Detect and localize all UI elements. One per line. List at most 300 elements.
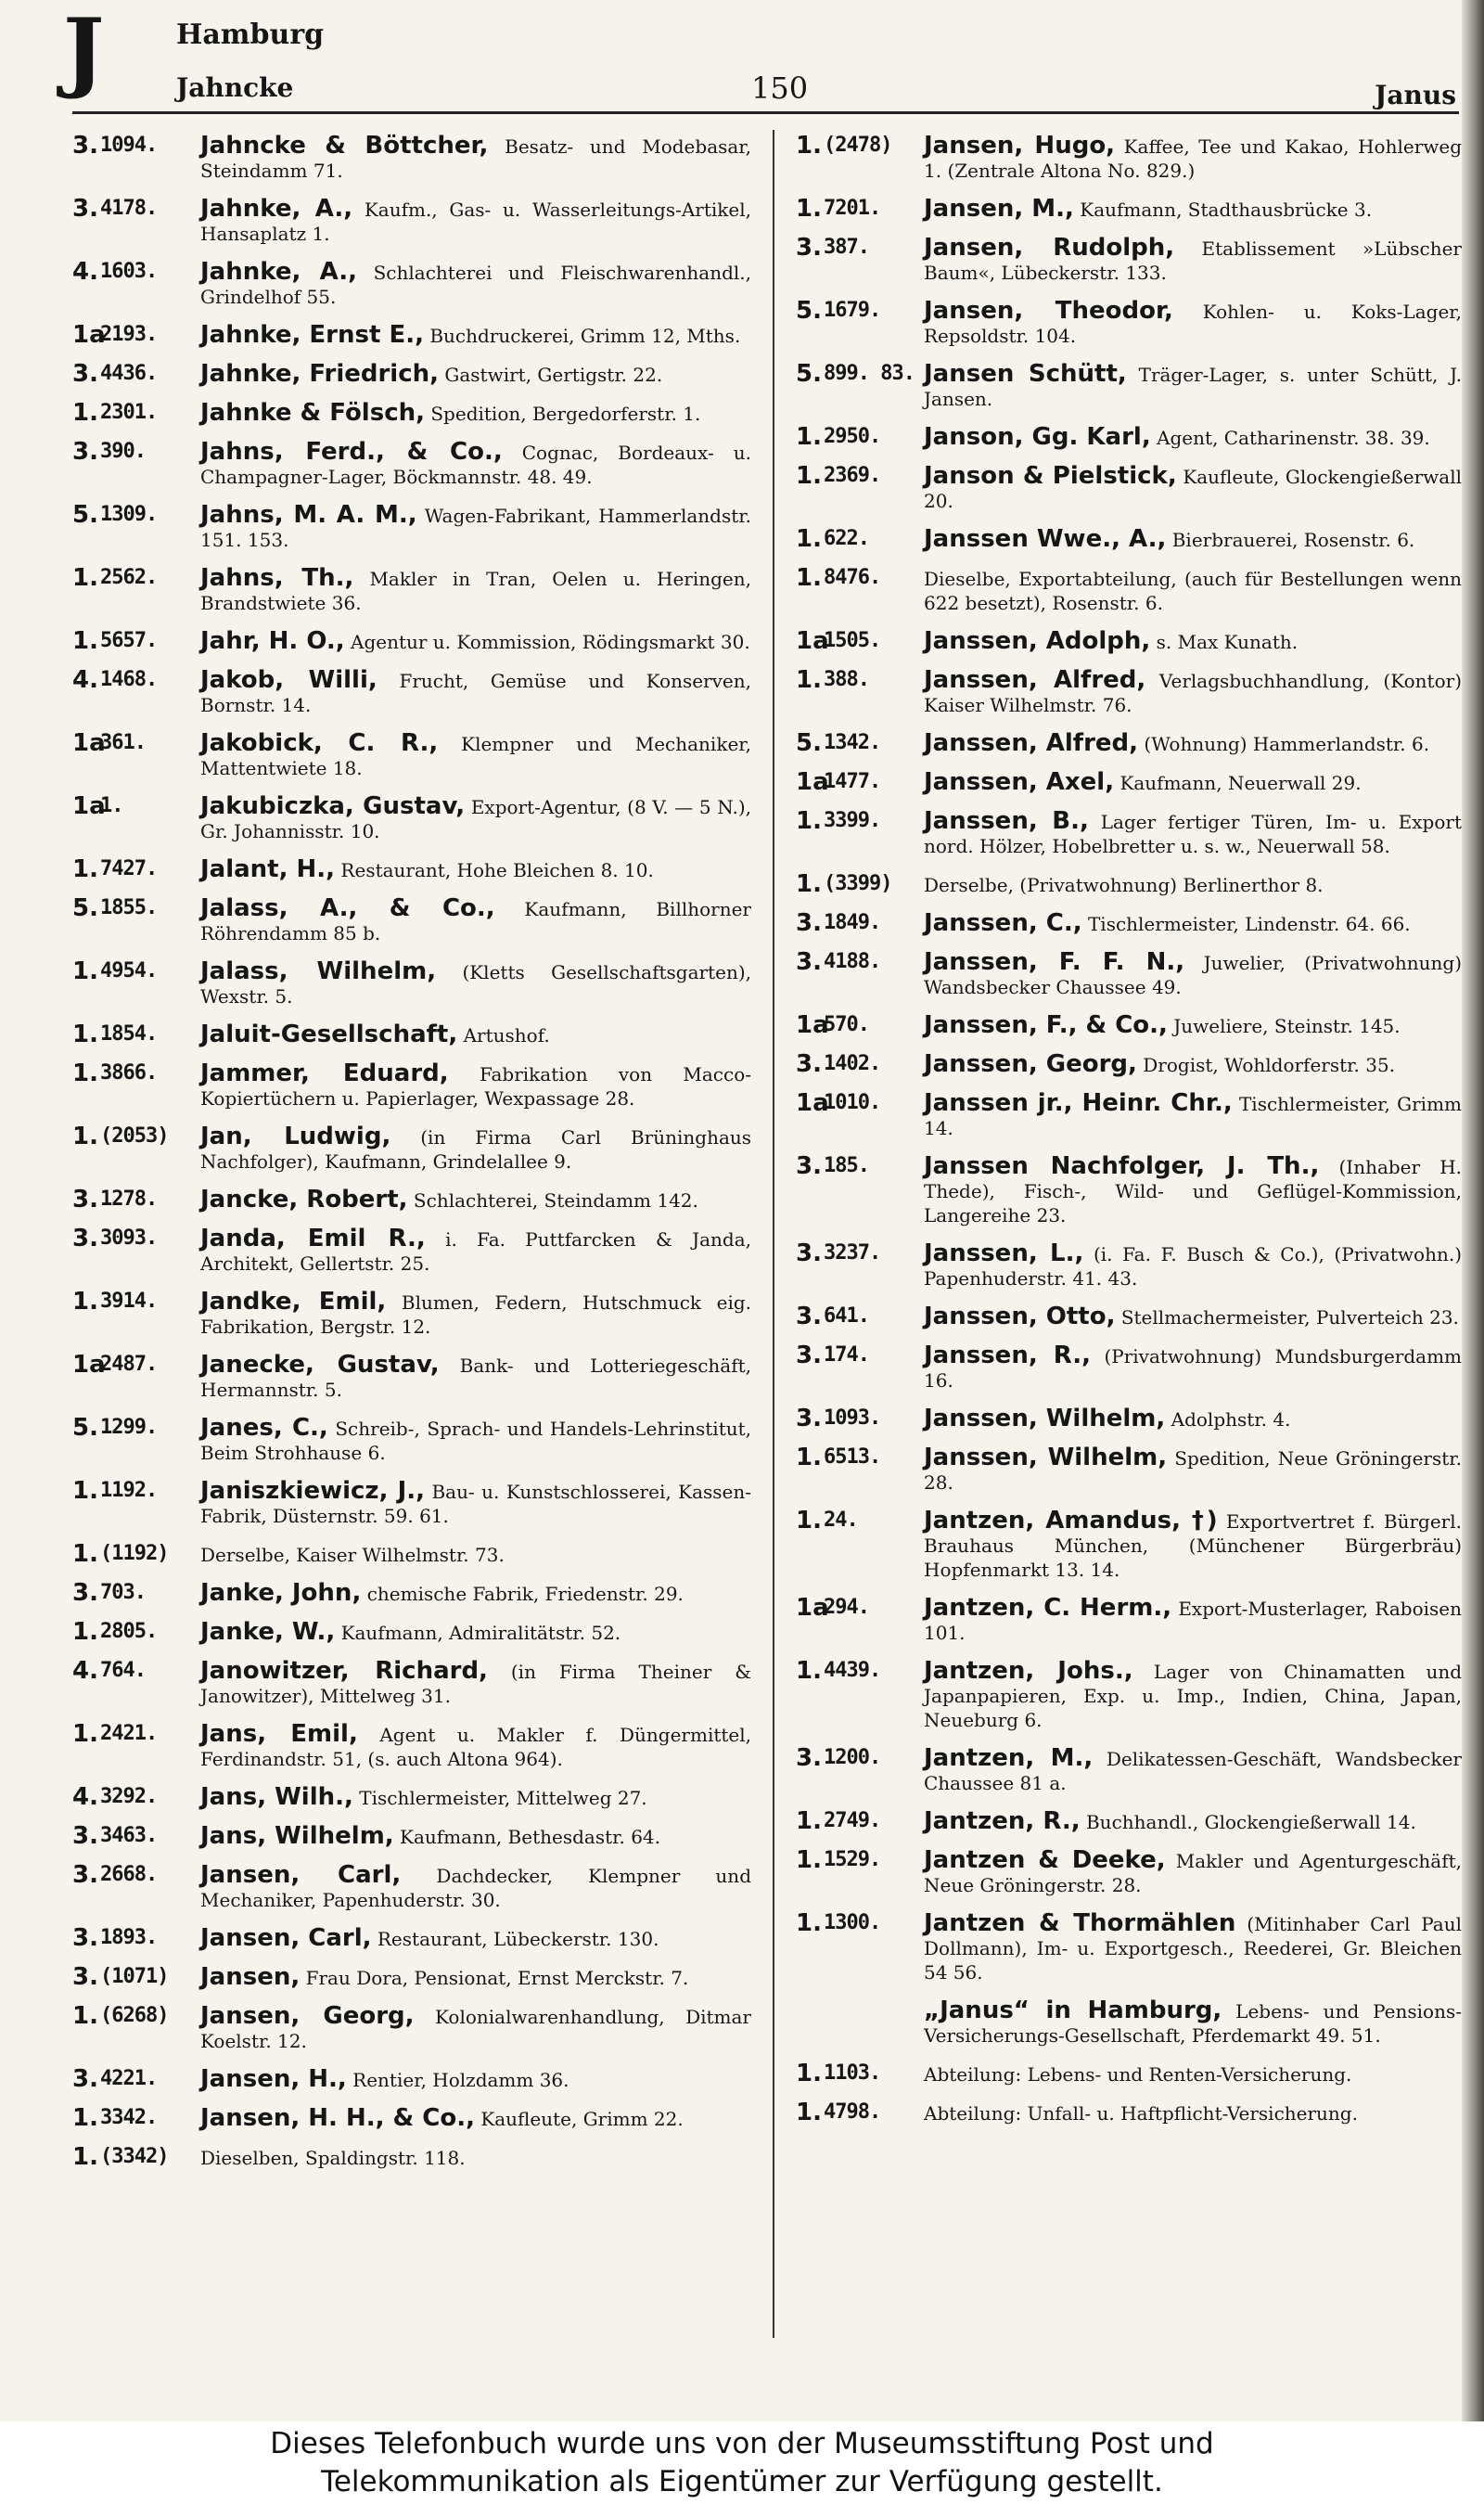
exchange-code bbox=[796, 1998, 824, 2048]
left-column bbox=[72, 134, 751, 2184]
exchange-code: 1a bbox=[72, 729, 106, 757]
entry-details: (Wohnung) Hammerlandstr. 6. bbox=[1144, 733, 1430, 755]
directory-entry bbox=[796, 1911, 1462, 1984]
entry-text bbox=[200, 1542, 751, 1567]
entry-text bbox=[924, 1091, 1462, 1140]
phone-number: 4436. bbox=[100, 362, 158, 385]
directory-entry bbox=[796, 629, 1462, 654]
phone-number: 1. bbox=[100, 794, 123, 817]
entry-text bbox=[200, 1416, 751, 1465]
phone-number: 1200. bbox=[824, 1746, 881, 1769]
phone-number: 4798. bbox=[824, 2100, 881, 2124]
phone-number: 1854. bbox=[100, 1022, 158, 1046]
entry-details: Schlachterei und Fleischwarenhandl., Grindelhof 55. bbox=[200, 262, 751, 308]
exchange-code: 1. bbox=[796, 132, 822, 160]
exchange-code: 3. bbox=[72, 2065, 98, 2093]
directory-entry bbox=[72, 1722, 751, 1771]
directory-entry bbox=[796, 911, 1462, 936]
exchange-code: 1a bbox=[72, 321, 106, 349]
phone-number: 2421. bbox=[100, 1722, 158, 1745]
entry-details: Exportvertret f. Bürgerl. Brauhaus München, (Münchener Bürgerbräu) Hopfenmarkt 13. 14. bbox=[924, 1510, 1462, 1581]
entry-name: Janssen, Adolph, bbox=[924, 627, 1151, 655]
footer-notice bbox=[0, 2421, 1484, 2504]
phone-number: (3342) bbox=[100, 2145, 169, 2168]
exchange-code: 3. bbox=[796, 1239, 822, 1267]
entry-text bbox=[200, 362, 751, 387]
footer-line-2: Telekommunikation als Eigentümer zur Verfügung gestellt. bbox=[321, 2465, 1163, 2498]
entry-text bbox=[924, 1154, 1462, 1227]
exchange-code: 1. bbox=[796, 1444, 822, 1471]
phone-number: 390. bbox=[100, 440, 146, 463]
entry-name: Janke, W., bbox=[200, 1618, 336, 1646]
exchange-code: 3. bbox=[72, 1861, 98, 1889]
directory-entry bbox=[72, 1353, 751, 1402]
directory-entry bbox=[796, 1241, 1462, 1291]
entry-name: Janecke, Gustav, bbox=[200, 1351, 440, 1379]
phone-number: 2805. bbox=[100, 1620, 158, 1643]
directory-entry bbox=[796, 1154, 1462, 1227]
directory-entry bbox=[796, 1848, 1462, 1897]
entry-name: Janssen, Alfred, bbox=[924, 666, 1146, 694]
exchange-code: 5. bbox=[796, 360, 822, 388]
exchange-code: 1. bbox=[72, 627, 98, 655]
phone-number: 185. bbox=[824, 1154, 869, 1177]
exchange-code: 4. bbox=[72, 666, 98, 694]
entry-details: Frau Dora, Pensionat, Ernst Merckstr. 7. bbox=[305, 1967, 689, 1989]
phone-number: 570. bbox=[824, 1013, 869, 1036]
entry-details: chemische Fabrik, Friedenstr. 29. bbox=[366, 1583, 684, 1605]
phone-number: 3866. bbox=[100, 1061, 158, 1085]
exchange-code: 4. bbox=[72, 1657, 98, 1685]
column-divider bbox=[773, 130, 774, 2338]
exchange-code: 1. bbox=[72, 2143, 98, 2171]
entry-text bbox=[200, 401, 751, 426]
entry-name: Janssen, C., bbox=[924, 909, 1082, 937]
entry-name: Jahnke & Fölsch, bbox=[200, 399, 425, 427]
directory-entry bbox=[796, 197, 1462, 222]
directory-entry bbox=[72, 1226, 751, 1276]
entry-details: Etablissement »Lübscher Baum«, Lübeckerstr. 133. bbox=[924, 238, 1462, 284]
exchange-code: 1. bbox=[72, 399, 98, 427]
phone-number: 1103. bbox=[824, 2061, 881, 2085]
exchange-code: 1. bbox=[72, 1059, 98, 1087]
entry-details: Kaufleute, Glockengießerwall 20. bbox=[924, 466, 1463, 512]
entry-details: Tischlermeister, Grimm 14. bbox=[924, 1093, 1462, 1139]
phone-number: 1529. bbox=[824, 1848, 881, 1871]
phone-number: (1192) bbox=[100, 1542, 169, 1565]
directory-entry bbox=[72, 2106, 751, 2131]
phone-number: 1299. bbox=[100, 1416, 158, 1439]
phone-number: 2369. bbox=[824, 464, 881, 487]
directory-entry bbox=[796, 872, 1462, 897]
exchange-code: 3. bbox=[72, 1579, 98, 1607]
exchange-code: 1a bbox=[796, 1594, 829, 1622]
entry-details: (i. Fa. F. Busch & Co.), (Privatwohn.) Papenhuderstr. 41. 43. bbox=[924, 1243, 1462, 1290]
entry-text bbox=[200, 134, 751, 183]
phone-number: (3399) bbox=[824, 872, 892, 895]
directory-entry bbox=[796, 566, 1462, 615]
directory-entry bbox=[72, 1022, 751, 1047]
exchange-code: 3. bbox=[796, 1744, 822, 1772]
directory-entry bbox=[72, 668, 751, 717]
directory-entry bbox=[72, 2067, 751, 2092]
entry-details: Restaurant, Lübeckerstr. 130. bbox=[377, 1928, 659, 1950]
phone-number: 1402. bbox=[824, 1052, 881, 1075]
phone-number: (6268) bbox=[100, 2004, 169, 2027]
entry-text bbox=[924, 770, 1462, 795]
entry-name: Janssen, Axel, bbox=[924, 768, 1115, 796]
entry-details: Schreib-, Sprach- und Handels-Lehrinstitut, Beim Strohhause 6. bbox=[200, 1418, 752, 1464]
entry-details: Dachdecker, Klempner und Mechaniker, Papenhuderstr. 30. bbox=[200, 1865, 751, 1911]
entry-name: Jammer, Eduard, bbox=[200, 1059, 449, 1087]
exchange-code: 1a bbox=[796, 1089, 829, 1117]
entry-text bbox=[924, 464, 1462, 513]
entry-text bbox=[200, 896, 751, 945]
phone-number: 2301. bbox=[100, 401, 158, 424]
entry-name: Janssen, F., & Co., bbox=[924, 1011, 1168, 1039]
entry-details: Klempner und Mechaniker, Mattentwiete 18. bbox=[200, 733, 751, 779]
entry-text bbox=[924, 1052, 1462, 1077]
directory-entry bbox=[72, 1824, 751, 1849]
entry-details: Drogist, Wohldorferstr. 35. bbox=[1143, 1054, 1396, 1076]
phone-number: 3237. bbox=[824, 1241, 881, 1265]
entry-details: Adolphstr. 4. bbox=[1171, 1408, 1291, 1431]
phone-number: 764. bbox=[100, 1659, 146, 1682]
entry-details: Träger-Lager, s. unter Schütt, J. Jansen. bbox=[924, 364, 1463, 410]
entry-text bbox=[924, 1911, 1462, 1984]
entry-text bbox=[924, 668, 1462, 717]
entry-name: Janes, C., bbox=[200, 1414, 328, 1442]
phone-number: 7427. bbox=[100, 857, 158, 880]
entry-text bbox=[200, 1290, 751, 1339]
exchange-code: 1. bbox=[796, 870, 822, 898]
entry-name: Jahnke, A., bbox=[200, 195, 353, 223]
entry-details: Spedition, Neue Gröningerstr. 28. bbox=[924, 1447, 1462, 1494]
phone-number: 1278. bbox=[100, 1188, 158, 1211]
exchange-code: 1. bbox=[796, 666, 822, 694]
entry-name: Jaluit-Gesellschaft, bbox=[200, 1021, 458, 1048]
directory-entry bbox=[72, 134, 751, 183]
exchange-code: 1. bbox=[796, 423, 822, 451]
phone-number: 2749. bbox=[824, 1809, 881, 1832]
entry-details: Abteilung: Lebens- und Renten-Versicherung. bbox=[924, 2063, 1352, 2086]
entry-text bbox=[924, 1809, 1462, 1834]
entry-text bbox=[924, 134, 1462, 183]
phone-number: 2562. bbox=[100, 566, 158, 589]
phone-number: 1468. bbox=[100, 668, 158, 691]
entry-name: Jakobick, C. R., bbox=[200, 729, 439, 757]
entry-details: i. Fa. Puttfarcken & Janda, Architekt, Gellertstr. 25. bbox=[200, 1228, 752, 1275]
entry-name: Janssen, Wilhelm, bbox=[924, 1405, 1166, 1432]
entry-name: Jantzen, Amandus, †) bbox=[924, 1507, 1218, 1535]
directory-entry bbox=[796, 770, 1462, 795]
entry-text bbox=[924, 197, 1462, 222]
entry-details: Kaufm., Gas- u. Wasserleitungs-Artikel, Hansaplatz 1. bbox=[200, 199, 752, 245]
phone-number: 24. bbox=[824, 1509, 858, 1532]
entry-details: Kohlen- u. Koks-Lager, Repsoldstr. 104. bbox=[924, 301, 1462, 347]
entry-text bbox=[200, 1188, 751, 1213]
phone-number: 3342. bbox=[100, 2106, 158, 2129]
entry-details: Gastwirt, Gertigstr. 22. bbox=[444, 364, 663, 386]
directory-entry bbox=[796, 527, 1462, 552]
phone-number: 1505. bbox=[824, 629, 881, 652]
directory-entry bbox=[72, 1542, 751, 1567]
entry-name: Jalant, H., bbox=[200, 855, 336, 883]
phone-number bbox=[824, 1998, 924, 2048]
entry-name: Janssen, B., bbox=[924, 807, 1089, 835]
entry-details: Kaufmann, Bethesdastr. 64. bbox=[400, 1826, 661, 1848]
entry-text bbox=[924, 236, 1462, 285]
phone-number: 622. bbox=[824, 527, 869, 550]
exchange-code: 3. bbox=[72, 195, 98, 223]
phone-number: 2668. bbox=[100, 1863, 158, 1886]
entry-name: Jahns, Ferd., & Co., bbox=[200, 438, 503, 466]
entry-name: Jantzen, C. Herm., bbox=[924, 1594, 1172, 1622]
exchange-code: 1. bbox=[72, 1720, 98, 1748]
directory-entry bbox=[796, 2100, 1462, 2125]
exchange-code: 1. bbox=[796, 1846, 822, 1874]
exchange-code: 1. bbox=[796, 1909, 822, 1937]
exchange-code: 3. bbox=[72, 132, 98, 160]
entry-text bbox=[200, 1824, 751, 1849]
entry-details: (in Firma Theiner & Janowitzer), Mittelweg 31. bbox=[200, 1661, 751, 1707]
directory-entry bbox=[72, 440, 751, 489]
phone-number: 3093. bbox=[100, 1226, 158, 1250]
entry-text bbox=[924, 1596, 1462, 1645]
entry-text bbox=[924, 731, 1462, 756]
phone-number: 4221. bbox=[100, 2067, 158, 2090]
entry-name: Jansen, Theodor, bbox=[924, 297, 1173, 325]
entry-name: Janssen, Alfred, bbox=[924, 729, 1139, 757]
exchange-code: 3. bbox=[72, 438, 98, 466]
entry-details: (Mitinhaber Carl Paul Dollmann), Im- u. Exportgesch., Reederei, Gr. Bleichen 54 56. bbox=[924, 1913, 1463, 1984]
exchange-code: 3. bbox=[796, 1405, 822, 1432]
entry-name: Jantzen & Thormählen bbox=[924, 1909, 1236, 1937]
entry-details: Kaufmann, Admiralitätstr. 52. bbox=[340, 1622, 621, 1644]
exchange-code: 3. bbox=[72, 1822, 98, 1850]
header-rule bbox=[72, 111, 1459, 114]
entry-details: Bank- und Lotteriegeschäft, Hermannstr. 5. bbox=[200, 1355, 752, 1401]
entry-text bbox=[924, 425, 1462, 450]
directory-entry bbox=[72, 1659, 751, 1708]
header-first-entry: Jahncke bbox=[176, 72, 294, 103]
entry-text bbox=[924, 1746, 1462, 1795]
entry-text bbox=[924, 911, 1462, 936]
directory-entry bbox=[796, 134, 1462, 183]
entry-details: Export-Agentur, (8 V. — 5 N.), Gr. Johannisstr. 10. bbox=[200, 796, 752, 842]
directory-entry bbox=[72, 1124, 751, 1174]
entry-details: Delikatessen-Geschäft, Wandsbecker Chaussee 81 a. bbox=[924, 1748, 1462, 1794]
phone-number: 1603. bbox=[100, 260, 158, 283]
exchange-code: 1. bbox=[796, 2099, 822, 2126]
entry-name: Jansen, H., bbox=[200, 2065, 347, 2093]
entry-details: Juweliere, Steinstr. 145. bbox=[1173, 1015, 1401, 1037]
exchange-code: 1a bbox=[72, 792, 106, 820]
phone-number: 2193. bbox=[100, 323, 158, 346]
phone-number: (2053) bbox=[100, 1124, 169, 1148]
entry-details: Abteilung: Unfall- u. Haftpflicht-Versicherung. bbox=[924, 2102, 1358, 2125]
exchange-code: 3. bbox=[796, 1303, 822, 1330]
phone-number: 1309. bbox=[100, 503, 158, 526]
entry-text bbox=[924, 1998, 1462, 2048]
directory-entry bbox=[72, 857, 751, 882]
entry-details: Lager von Chinamatten und Japanpapieren, Exp. u. Imp., Indien, China, Japan, Neueburg 6. bbox=[924, 1661, 1463, 1731]
entry-text bbox=[924, 1013, 1462, 1038]
entry-name: Jans, Wilhelm, bbox=[200, 1822, 394, 1850]
phone-number: 3292. bbox=[100, 1785, 158, 1808]
directory-entry bbox=[72, 629, 751, 654]
entry-text bbox=[200, 260, 751, 309]
section-letter: J bbox=[63, 0, 105, 102]
entry-details: Kaufmann, Billhorner Röhrendamm 85 b. bbox=[200, 898, 751, 944]
phone-number: 1342. bbox=[824, 731, 881, 754]
directory-entry bbox=[72, 1863, 751, 1912]
entry-text bbox=[200, 1353, 751, 1402]
entry-details: Tischlermeister, Mittelweg 27. bbox=[359, 1787, 647, 1809]
entry-details: Derselbe, (Privatwohnung) Berlinerthor 8. bbox=[924, 874, 1324, 896]
directory-entry bbox=[796, 1406, 1462, 1432]
directory-entry bbox=[796, 1809, 1462, 1834]
entry-details: Makler in Tran, Oelen u. Heringen, Brandstwiete 36. bbox=[200, 568, 751, 614]
entry-details: (Kletts Gesellschaftsgarten), Wexstr. 5. bbox=[200, 961, 751, 1008]
phone-number: 703. bbox=[100, 1581, 146, 1604]
entry-details: Bau- u. Kunstschlosserei, Kassen-Fabrik, Düsternstr. 59. 61. bbox=[200, 1481, 752, 1527]
entry-text bbox=[200, 1022, 751, 1047]
phone-number: 1010. bbox=[824, 1091, 881, 1114]
page-edge-shadow bbox=[1462, 0, 1484, 2421]
header-city: Hamburg bbox=[176, 19, 325, 51]
entry-text bbox=[200, 1722, 751, 1771]
entry-text bbox=[924, 566, 1462, 615]
entry-details: Bierbrauerei, Rosenstr. 6. bbox=[1171, 529, 1415, 551]
right-column bbox=[796, 134, 1462, 2139]
directory-entry bbox=[796, 1998, 1462, 2048]
exchange-code: 5. bbox=[72, 1414, 98, 1442]
entry-details: Stellmachermeister, Pulverteich 23. bbox=[1120, 1306, 1459, 1329]
entry-details: Verlagsbuchhandlung, (Kontor) Kaiser Wilhelmstr. 76. bbox=[924, 670, 1462, 716]
directory-entry bbox=[796, 1343, 1462, 1393]
entry-name: Janssen, F. F. N., bbox=[924, 948, 1185, 976]
directory-entry bbox=[796, 2061, 1462, 2087]
entry-name: Jandke, Emil, bbox=[200, 1288, 387, 1316]
entry-name: Jantzen, Johs., bbox=[924, 1657, 1133, 1685]
directory-entry bbox=[796, 731, 1462, 756]
entry-text bbox=[200, 2004, 751, 2053]
exchange-code: 3. bbox=[72, 1924, 98, 1952]
exchange-code: 3. bbox=[796, 1342, 822, 1369]
exchange-code: 1. bbox=[796, 807, 822, 835]
entry-details: s. Max Kunath. bbox=[1156, 631, 1298, 653]
entry-text bbox=[924, 872, 1462, 897]
entry-name: Janssen jr., Heinr. Chr., bbox=[924, 1089, 1233, 1117]
entry-name: Jahr, H. O., bbox=[200, 627, 345, 655]
entry-text bbox=[924, 1848, 1462, 1897]
directory-entry bbox=[72, 1290, 751, 1339]
entry-name: Janowitzer, Richard, bbox=[200, 1657, 488, 1685]
entry-details: Blumen, Federn, Hutschmuck eig. Fabrikation, Bergstr. 12. bbox=[200, 1291, 751, 1338]
phone-number: 3914. bbox=[100, 1290, 158, 1313]
entry-text bbox=[924, 1406, 1462, 1432]
directory-entry bbox=[796, 1659, 1462, 1732]
entry-details: Derselbe, Kaiser Wilhelmstr. 73. bbox=[200, 1544, 505, 1566]
entry-name: Jahnke, A., bbox=[200, 258, 357, 286]
entry-name: Janssen Wwe., A., bbox=[924, 525, 1167, 553]
directory-entry bbox=[796, 464, 1462, 513]
phone-number: (1071) bbox=[100, 1965, 169, 1988]
entry-text bbox=[924, 1343, 1462, 1393]
directory-entry bbox=[72, 1416, 751, 1465]
entry-details: Agent, Catharinenstr. 38. 39. bbox=[1157, 427, 1430, 449]
entry-details: Lager fertiger Türen, Im- u. Export nord. Hölzer, Hobelbretter u. s. w., Neuerwall 58. bbox=[924, 811, 1462, 857]
entry-text bbox=[924, 2100, 1462, 2125]
entry-name: Jantzen, R., bbox=[924, 1807, 1081, 1835]
entry-name: Jahns, Th., bbox=[200, 564, 354, 592]
directory-entry bbox=[72, 896, 751, 945]
exchange-code: 1a bbox=[796, 1011, 829, 1039]
directory-entry bbox=[72, 731, 751, 780]
exchange-code: 3. bbox=[72, 1963, 98, 1991]
phone-number: 4188. bbox=[824, 950, 881, 973]
phone-number: 8476. bbox=[824, 566, 881, 589]
exchange-code: 5. bbox=[796, 297, 822, 325]
entry-name: Janda, Emil R., bbox=[200, 1225, 426, 1252]
entry-name: „Janus“ in Hamburg, bbox=[924, 1997, 1222, 2024]
entry-name: Janssen, Otto, bbox=[924, 1303, 1116, 1330]
entry-text bbox=[924, 629, 1462, 654]
phone-number: 4439. bbox=[824, 1659, 881, 1682]
entry-name: Jakubiczka, Gustav, bbox=[200, 792, 466, 820]
exchange-code: 1a bbox=[72, 1351, 106, 1379]
entry-name: Jahnke, Ernst E., bbox=[200, 321, 424, 349]
entry-text bbox=[924, 950, 1462, 999]
entry-name: Jans, Emil, bbox=[200, 1720, 358, 1748]
directory-entry bbox=[72, 260, 751, 309]
exchange-code: 3. bbox=[796, 1050, 822, 1078]
directory-entry bbox=[72, 197, 751, 246]
directory-entry bbox=[72, 323, 751, 348]
exchange-code: 5. bbox=[796, 729, 822, 757]
entry-details: Wagen-Fabrikant, Hammerlandstr. 151. 153. bbox=[200, 505, 751, 551]
entry-text bbox=[200, 1926, 751, 1951]
entry-text bbox=[200, 959, 751, 1008]
entry-name: Jansen, bbox=[200, 1963, 301, 1991]
entry-text bbox=[200, 1581, 751, 1606]
exchange-code: 1. bbox=[72, 1618, 98, 1646]
directory-entry bbox=[72, 503, 751, 552]
entry-name: Jan, Ludwig, bbox=[200, 1123, 391, 1150]
entry-text bbox=[200, 503, 751, 552]
entry-text bbox=[200, 629, 751, 654]
entry-details: Agentur u. Kommission, Rödingsmarkt 30. bbox=[351, 631, 750, 653]
entry-details: Makler und Agenturgeschäft, Neue Gröningerstr. 28. bbox=[924, 1850, 1462, 1896]
phone-number: 361. bbox=[100, 731, 146, 754]
exchange-code: 1. bbox=[72, 1477, 98, 1505]
entry-details: Buchhandl., Glockengießerwall 14. bbox=[1085, 1811, 1416, 1833]
entry-name: Jahnke, Friedrich, bbox=[200, 360, 440, 388]
entry-text bbox=[200, 1863, 751, 1912]
phone-number: 2487. bbox=[100, 1353, 158, 1376]
directory-entry bbox=[72, 566, 751, 615]
entry-name: Janssen, R., bbox=[924, 1342, 1092, 1369]
directory-entry bbox=[796, 1596, 1462, 1645]
footer-line-1: Dieses Telefonbuch wurde uns von der Museumsstiftung Post und bbox=[270, 2427, 1214, 2460]
phone-number: 1192. bbox=[100, 1479, 158, 1502]
entry-name: Jansen Schütt, bbox=[924, 360, 1127, 388]
directory-entry bbox=[72, 1965, 751, 1990]
exchange-code: 1. bbox=[796, 462, 822, 490]
directory-entry bbox=[72, 1479, 751, 1528]
exchange-code: 3. bbox=[796, 948, 822, 976]
